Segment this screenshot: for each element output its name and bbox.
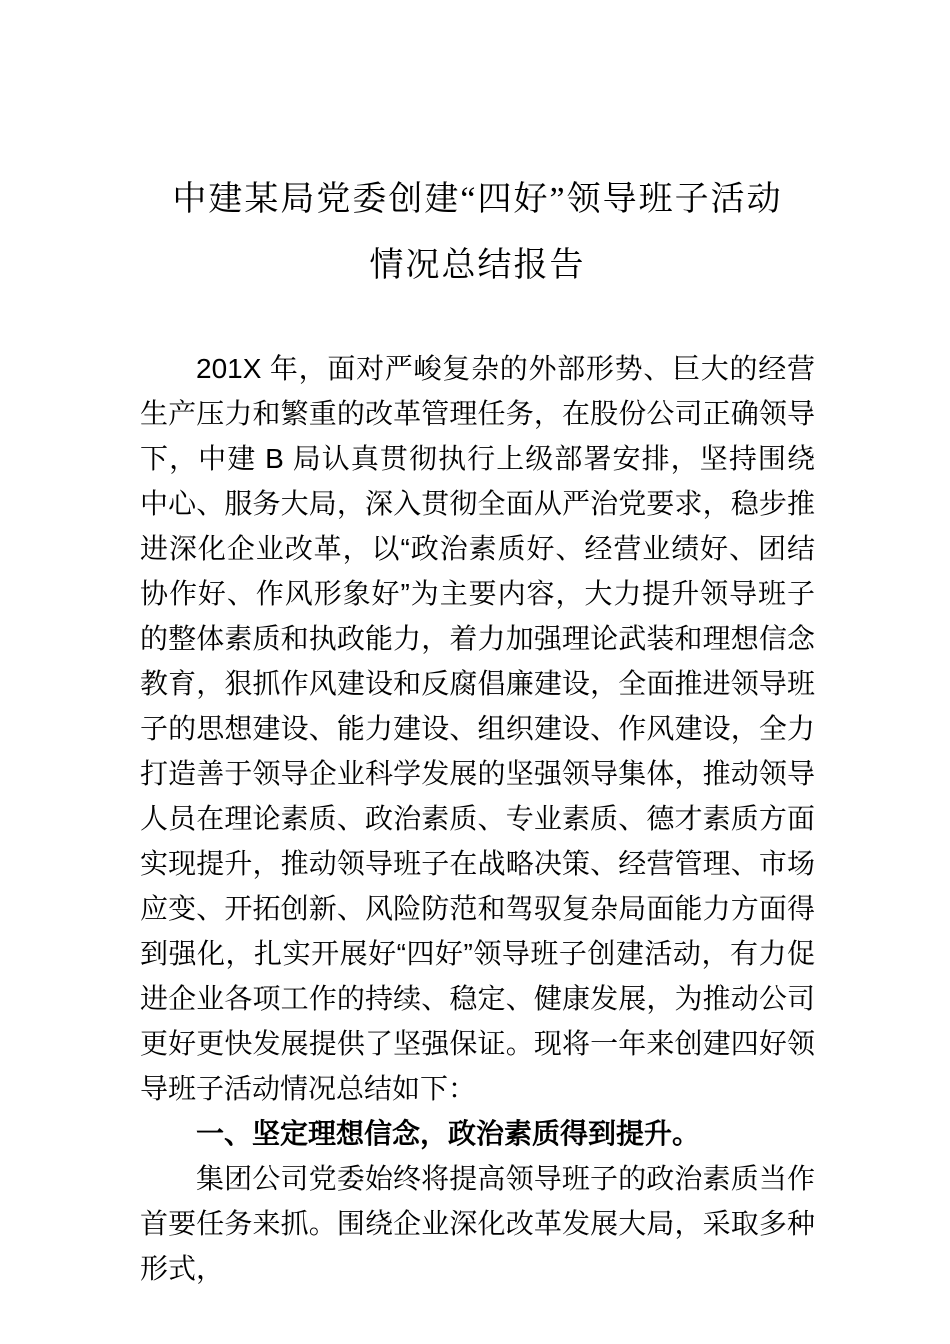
paragraph-section-1: 集团公司党委始终将提高领导班子的政治素质当作首要任务来抓。围绕企业深化改革发展大局，采取多种形式， (140, 1163, 815, 1284)
document-title-line-1: 中建某局党委创建“四好”领导班子活动 (172, 181, 783, 218)
section-heading-1: 一、坚定理想信念，政治素质得到提升。 (196, 1118, 701, 1149)
document-body (140, 346, 815, 1291)
document-title (140, 167, 815, 299)
document-title-line-2: 情况总结报告 (369, 247, 586, 284)
paragraph-intro: 201X 年，面对严峻复杂的外部形势、巨大的经营生产压力和繁重的改革管理任务，在股份公司正确领导下，中建 B 局认真贯彻执行上级部署安排，坚持围绕中心、服务大局，深入贯彻全面从严治党要求，稳步推进深化企业改革，以“政治素质好、经营业绩好、团结协作好、作风形象好”为主要内容，大力提升领导班子的整体素质和执政能力，着力加强理论武装和理想信念教育，狠抓作风建设和反腐倡廉建设，全面推进领导班子的思想建设、能力建设、组织建设、作风建设，全力打造善于领导企业科学发展的坚强领导集体，推动领导人员在理论素质、政治素质、专业素质、德才素质方面实现提升，推动领导班子在战略决策、经营管理、市场应变、开拓创新、风险防范和驾驭复杂局面能力方面得到强化，扎实开展好“四好”领导班子创建活动，有力促进企业各项工作的持续、稳定、健康发展，为推动公司更好更快发展提供了坚强保证。现将一年来创建四好领导班子活动情况总结如下： (140, 353, 815, 1104)
